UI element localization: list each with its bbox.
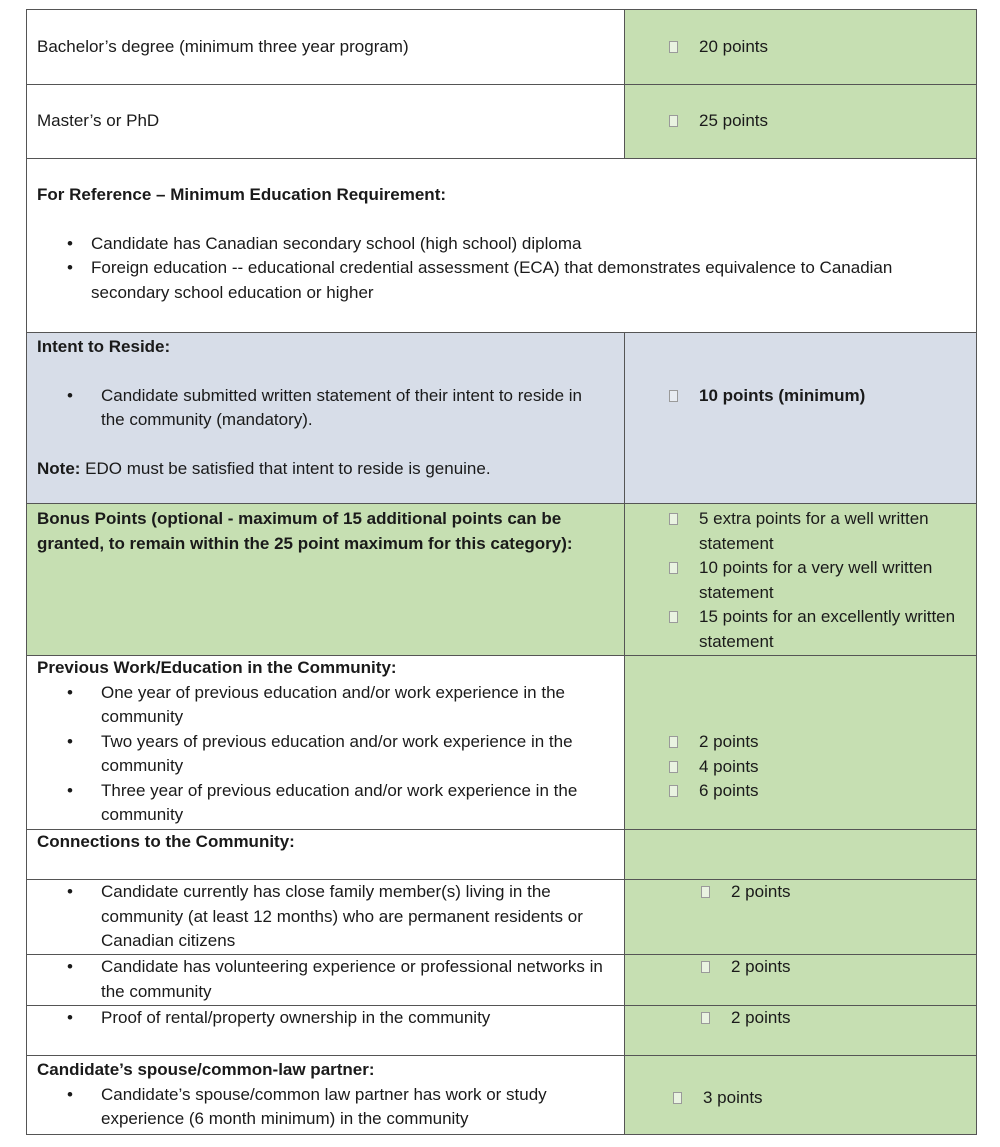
- intent-heading: Intent to Reside:: [37, 337, 171, 356]
- checkbox[interactable]: [701, 961, 710, 973]
- list-item: • Proof of rental/property ownership in the community: [37, 1006, 614, 1031]
- previous-heading: Previous Work/Education in the Community:: [37, 658, 397, 677]
- family-option[interactable]: 2 points: [701, 880, 976, 905]
- checkbox[interactable]: [669, 611, 678, 623]
- list-item: • Candidate submitted written statement of their intent to reside in the community (mandatory).: [37, 384, 594, 433]
- list-item: • Candidate has volunteering experience or professional networks in the community: [37, 955, 614, 1004]
- list-item: • Two years of previous education and/or work experience in the community: [37, 730, 614, 779]
- bachelor-label: Bachelor’s degree (minimum three year program): [27, 10, 625, 84]
- points-table: [26, 9, 977, 1135]
- volunteer-option[interactable]: 2 points: [701, 955, 976, 980]
- bonus-heading: Bonus Points (optional - maximum of 15 additional points can be granted, to remain within the 25 point maximum for this category):: [27, 504, 625, 655]
- bonus-option-10[interactable]: 10 points for a very well written statement: [669, 556, 962, 605]
- reference-heading: For Reference – Minimum Education Requirement:: [37, 185, 447, 204]
- intent-note: Note: EDO must be satisfied that intent to reside is genuine.: [37, 458, 491, 478]
- row-bachelor: [27, 10, 976, 85]
- checkbox[interactable]: [669, 513, 678, 525]
- previous-option-1[interactable]: 2 points: [669, 730, 976, 755]
- spouse-heading: Candidate’s spouse/common-law partner:: [37, 1060, 375, 1079]
- row-bonus: [27, 504, 976, 656]
- list-item: • Candidate’s spouse/common law partner has work or study experience (6 month minimum) in the community: [37, 1083, 604, 1132]
- checkbox[interactable]: [673, 1092, 682, 1104]
- row-spouse: [27, 1056, 976, 1134]
- checkbox[interactable]: [669, 736, 678, 748]
- intent-option[interactable]: 10 points (minimum): [669, 384, 976, 409]
- spouse-option[interactable]: 3 points: [673, 1086, 976, 1111]
- list-item: • Three year of previous education and/or work experience in the community: [37, 779, 614, 828]
- checkbox[interactable]: [701, 886, 710, 898]
- connections-heading: Connections to the Community:: [27, 830, 625, 879]
- row-previous: [27, 656, 976, 830]
- property-option[interactable]: 2 points: [701, 1006, 976, 1031]
- list-item: • One year of previous education and/or work experience in the community: [37, 681, 614, 730]
- checkbox[interactable]: [669, 115, 678, 127]
- checkbox[interactable]: [701, 1012, 710, 1024]
- list-item: • Candidate currently has close family member(s) living in the community (at least 12 months) who are permanent residents or Canadian citizens: [37, 880, 614, 954]
- reference-list: [37, 232, 966, 306]
- list-item: • Candidate has Canadian secondary school (high school) diploma: [37, 232, 956, 257]
- checkbox[interactable]: [669, 785, 678, 797]
- previous-option-2[interactable]: 4 points: [669, 755, 976, 780]
- checkbox[interactable]: [669, 761, 678, 773]
- row-connections-property: [27, 1006, 976, 1056]
- checkbox[interactable]: [669, 41, 678, 53]
- row-connections-heading: [27, 830, 976, 880]
- bonus-option-15[interactable]: 15 points for an excellently written statement: [669, 605, 962, 654]
- checkbox[interactable]: [669, 390, 678, 402]
- row-reference: [27, 159, 976, 333]
- master-option[interactable]: 25 points: [669, 109, 976, 134]
- bachelor-option[interactable]: 20 points: [669, 35, 976, 60]
- row-intent: [27, 333, 976, 504]
- list-item: • Foreign education -- educational credential assessment (ECA) that demonstrates equivalence to Canadian secondary school education or higher: [37, 256, 956, 305]
- bonus-option-5[interactable]: 5 extra points for a well written statement: [669, 507, 962, 556]
- master-label: Master’s or PhD: [27, 85, 625, 158]
- row-connections-volunteer: [27, 955, 976, 1006]
- row-master: [27, 85, 976, 159]
- previous-option-3[interactable]: 6 points: [669, 779, 976, 804]
- row-connections-family: [27, 880, 976, 955]
- checkbox[interactable]: [669, 562, 678, 574]
